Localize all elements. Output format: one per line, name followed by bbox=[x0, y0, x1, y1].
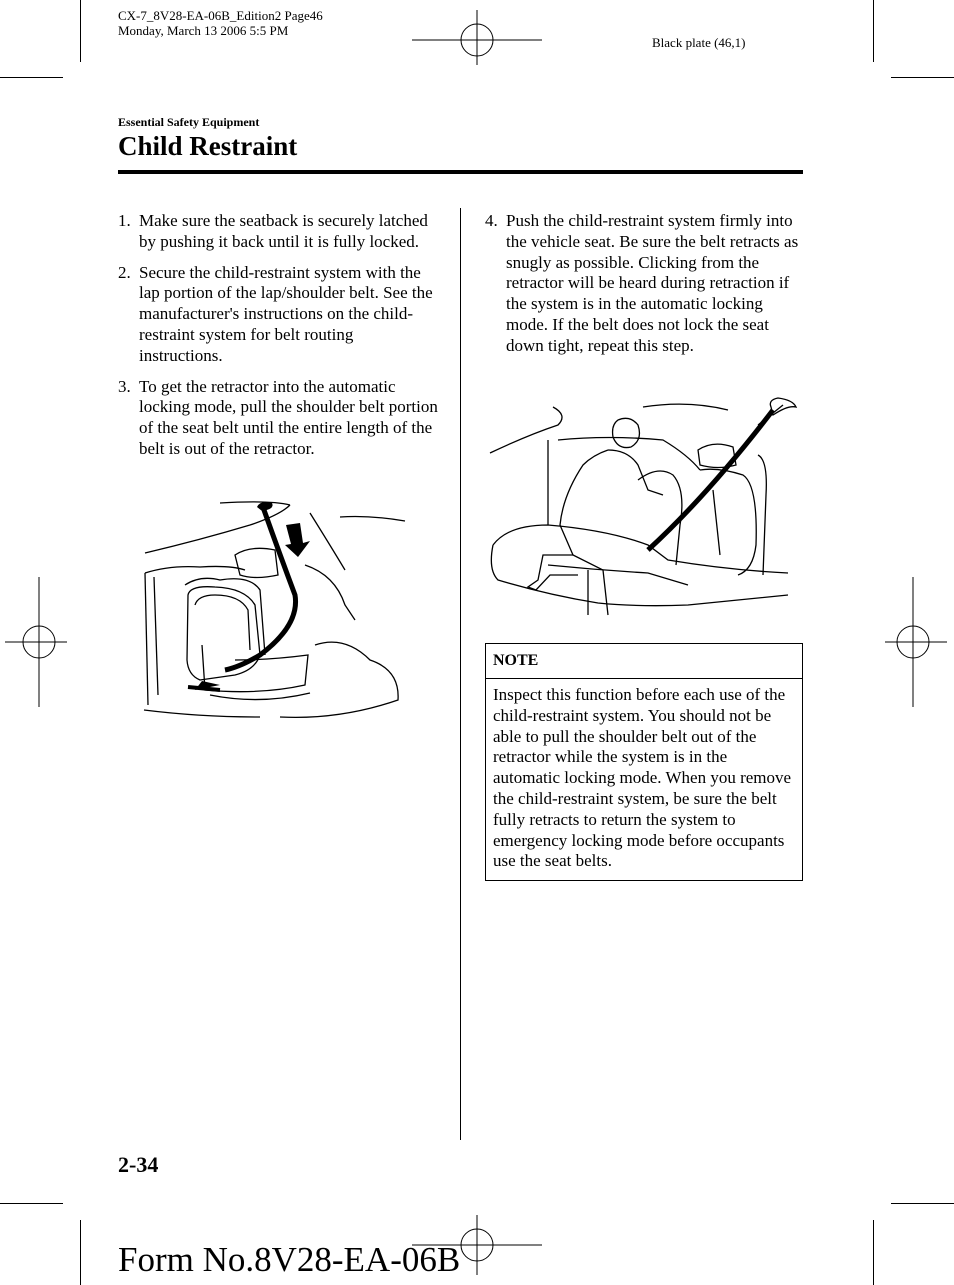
registration-mark-right bbox=[885, 577, 947, 707]
step-number: 1. bbox=[118, 211, 131, 230]
page-title: Child Restraint bbox=[118, 131, 298, 161]
step-number: 4. bbox=[485, 211, 498, 230]
note-heading: NOTE bbox=[486, 644, 802, 679]
page-number: 2-34 bbox=[118, 1152, 159, 1177]
step-text: Make sure the seatback is securely latched by pushing it back until it is fully locked. bbox=[139, 211, 428, 251]
file-line: CX-7_8V28-EA-06B_Edition2 Page46 bbox=[118, 8, 323, 23]
note-box bbox=[485, 643, 803, 881]
title-rule bbox=[118, 170, 803, 174]
section-label: Essential Safety Equipment bbox=[118, 115, 260, 129]
illustration-push-seat bbox=[488, 395, 798, 620]
registration-mark-left bbox=[5, 577, 67, 707]
step-4 bbox=[485, 211, 801, 357]
note-body: Inspect this function before each use of the child-restraint system. You should not be able to pull the shoulder belt out of the retractor while the system is in the automatic locking mode. When you remove the child-restraint system, be sure the belt fully retracts to return the system to emergency locking mode before occupants use the seat belts. bbox=[493, 685, 792, 871]
step-number: 3. bbox=[118, 376, 131, 396]
form-number: Form No.8V28-EA-06B bbox=[118, 1240, 461, 1279]
step-number: 2. bbox=[118, 262, 131, 282]
step-text: Secure the child-restraint system with the lap portion of the lap/shoulder belt. See the manufacturer's instructions on the child-restraint system for belt routing instructions. bbox=[139, 262, 433, 365]
left-column bbox=[118, 211, 438, 470]
file-info bbox=[118, 8, 323, 38]
step-text: To get the retractor into the automatic locking mode, pull the shoulder belt portion of the seat belt until the entire length of the belt is out of the retractor. bbox=[139, 376, 438, 458]
column-divider bbox=[460, 208, 461, 1140]
plate-label: Black plate (46,1) bbox=[652, 35, 746, 50]
step-1 bbox=[118, 211, 438, 253]
date-line: Monday, March 13 2006 5:5 PM bbox=[118, 23, 289, 38]
right-column bbox=[485, 211, 801, 367]
step-3 bbox=[118, 377, 438, 460]
illustration-pull-belt bbox=[140, 495, 410, 725]
step-2 bbox=[118, 263, 438, 367]
registration-mark-top bbox=[412, 10, 542, 70]
step-text: Push the child-restraint system firmly into the vehicle seat. Be sure the belt retracts as snugly as possible. Clicking from the retractor will be heard during retraction if the system is in the automatic locking mode. If the belt does not lock the seat down tight, repeat this step. bbox=[506, 211, 799, 355]
